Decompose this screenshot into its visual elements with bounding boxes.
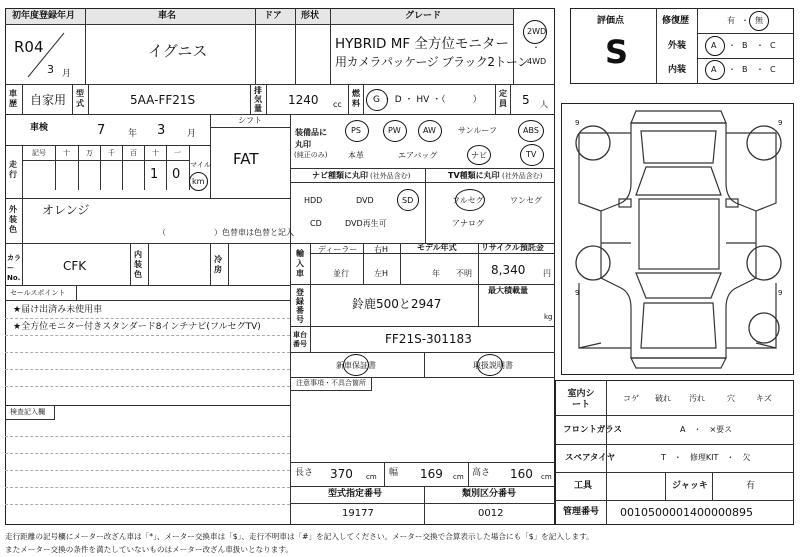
interior-sep1: ・ (728, 65, 736, 74)
model-code: 5AA-FF21S (130, 93, 196, 107)
equip-sunroof: サンルーフ (458, 126, 497, 135)
exterior-sep1: ・ (728, 41, 736, 50)
door-label: ドア (264, 11, 282, 21)
car-usage: 自家用 (30, 93, 67, 107)
class-number-value: 0012 (478, 508, 504, 519)
navi-dvd: DVD (356, 196, 374, 205)
model-year-unknown: 不明 (456, 269, 472, 278)
width-cm: cm (453, 473, 464, 481)
interior-a: A (711, 65, 717, 74)
width-label: 幅 (389, 468, 399, 478)
mileage-unit-mile: マイル (190, 161, 211, 169)
tv-analog: アナログ (452, 219, 484, 228)
management-value: 0010500001400000895 (620, 506, 753, 519)
equipment-label: 装備品に丸印 (295, 128, 327, 149)
mileage-col-ichi: 一 (174, 149, 181, 157)
equip-leather: 本革 (348, 151, 364, 160)
glass-label: フロントガラス (563, 425, 622, 435)
height-value: 160 (510, 467, 533, 481)
spare-label: スペアタイヤ (565, 453, 616, 463)
spare-options: T ・ 修理KIT ・ 欠 (661, 453, 751, 462)
shift-value: FAT (233, 150, 259, 168)
wheel-fr-label: 9 (778, 119, 783, 127)
inspection-label: 車検 (30, 123, 49, 133)
car-name: イグニス (148, 42, 208, 60)
mileage-col-man: 万 (86, 149, 93, 157)
equipment-sub: (純正のみ) (294, 151, 328, 159)
registration-value: 鈴鹿500と2947 (352, 297, 442, 311)
equip-navi: ナビ (471, 151, 487, 160)
recycle-value: 8,340 (491, 263, 526, 277)
seat-burn: コゲ (623, 394, 639, 403)
mileage-digit-hundreds: 1 (150, 167, 159, 182)
color-no-label: カラーNo. (7, 254, 21, 282)
first-reg-label: 初年度登録年月 (12, 11, 76, 21)
sales-point-2: ★全方位モニター付きスタンダード8インチナビ(フルセグTV) (13, 322, 261, 332)
shape-label: 形状 (301, 11, 320, 21)
footer-line2: またメーター交換の条件を満たしていないものはメーター改ざん車扱いとなります。 (5, 545, 293, 554)
car-usage-label: 車歴 (9, 89, 17, 108)
reg-month-unit: 月 (62, 69, 72, 79)
repair-sep: ・ (741, 16, 749, 25)
management-label: 管理番号 (563, 507, 600, 517)
exterior-b: B (742, 41, 748, 50)
color-note: （ ）色替車は色替と記入 (158, 228, 294, 237)
reg-month: 3 (47, 63, 54, 76)
fuel-label: 燃料 (352, 89, 360, 108)
cc-unit: cc (333, 100, 342, 109)
equip-airbag: エアバッグ (398, 151, 438, 160)
capacity: 5 (522, 93, 530, 107)
equip-ps: PS (351, 126, 361, 135)
navi-label: ナビ種類に丸印 (312, 171, 368, 180)
height-label: 高さ (472, 468, 491, 478)
seat-stain: 汚れ (689, 394, 705, 403)
import-left: 左H (374, 269, 389, 278)
length-value: 370 (330, 467, 353, 481)
inspector-label: 検査記入欄 (10, 408, 45, 416)
import-dealer: ディーラー (318, 245, 358, 254)
equip-pw: PW (388, 126, 401, 135)
interior-seat-label: 室内シート (567, 389, 595, 410)
displacement: 1240 (288, 93, 319, 107)
length-label: 長さ (295, 468, 314, 478)
tv-type-label: TV種類に丸印 (448, 171, 500, 180)
seat-hole: 穴 (727, 394, 735, 403)
jack-label: ジャッキ (672, 481, 708, 491)
reg-era: R04 (14, 38, 44, 56)
equip-tv: TV (526, 150, 537, 159)
navi-sd: SD (402, 196, 414, 205)
exterior-a: A (711, 41, 717, 50)
equip-abs: ABS (523, 126, 539, 135)
mileage-col-hyaku: 百 (130, 149, 137, 157)
sales-label: セールスポイント (10, 289, 66, 297)
equip-aw: AW (423, 126, 436, 135)
fuel-options: G ・ D ・ HV ・（ ） (373, 95, 482, 105)
score-label: 評価点 (597, 16, 625, 26)
wheel-rr-label: 9 (778, 289, 783, 297)
interior-label: 内装 (668, 65, 687, 75)
tv-oneseg: ワンセグ (510, 196, 542, 205)
width-value: 169 (420, 467, 443, 481)
interior-c: C (770, 65, 776, 74)
kg-unit: kg (544, 313, 553, 321)
tools-label: 工具 (574, 481, 593, 491)
import-label: 輸入車 (296, 249, 304, 278)
navi-dvd-play: DVD再生可 (345, 219, 387, 228)
car-name-label: 車名 (158, 11, 177, 21)
type-designation-value: 19177 (342, 508, 374, 519)
interior-color-label: 内装色 (134, 250, 142, 279)
model-year-label: モデル年式 (417, 243, 457, 252)
inspection-year-unit: 年 (128, 129, 138, 139)
warranty: 新車保証書 (336, 361, 376, 370)
grade-line2: 用カメラパッケージ ブラック2トーン (335, 55, 529, 69)
mileage-label: 走行 (9, 160, 17, 179)
color-label: 外装色 (9, 205, 17, 234)
navi-sub: (社外品含む) (370, 172, 411, 180)
inspection-month: 3 (157, 123, 166, 138)
disp-label: 排気量 (254, 86, 262, 113)
yen-unit: 円 (543, 269, 551, 278)
seat-tear: 破れ (655, 394, 671, 403)
repair-none: 無 (755, 16, 763, 25)
recycle-label: リサイクル預託金 (481, 243, 544, 252)
drive-2wd: 2WD (527, 27, 547, 36)
color-value: オレンジ (42, 203, 90, 217)
mileage-col-sen: 千 (108, 149, 115, 157)
footer-line1: 走行距離の記号欄にメーター改ざん車は「*」、メーター交換車は「$」、走行不明車は「#」を記入してください。メーター交換で合算表示した場合にも「$」を記入します。 (5, 532, 594, 541)
score-value: S (605, 33, 629, 71)
height-cm: cm (541, 473, 552, 481)
manual: 取扱説明書 (473, 361, 513, 370)
mileage-col-symbol: 記号 (32, 149, 46, 157)
sales-point-1: ★届け出済み未使用車 (13, 305, 103, 315)
seat-scratch: キズ (756, 394, 772, 403)
jack-value: 有 (746, 481, 756, 491)
tv-fullseg: フルセグ (452, 196, 484, 205)
class-number-label: 類別区分番号 (462, 489, 517, 499)
model-label: 型式 (76, 89, 84, 108)
car-diagram (561, 103, 794, 375)
type-designation-label: 型式指定番号 (328, 489, 383, 499)
person-unit: 人 (540, 100, 548, 109)
max-load-label: 最大積載量 (488, 286, 528, 295)
exterior-c: C (770, 41, 776, 50)
tv-type-sub: (社外品含む) (502, 172, 543, 180)
grade-label: グレード (405, 11, 442, 21)
color-no-value: CFK (63, 259, 87, 273)
registration-label: 登録番号 (296, 288, 304, 324)
import-right: 右H (374, 245, 389, 254)
mileage-digit-tens: 0 (172, 167, 181, 182)
mileage-col-ju: 十 (152, 149, 159, 157)
wheel-fl-label: 9 (575, 119, 580, 127)
interior-b: B (742, 65, 748, 74)
mileage-col-ten-thousand-10: 十 (63, 149, 70, 157)
import-parallel: 並行 (333, 269, 349, 278)
capacity-label: 定員 (499, 89, 507, 108)
chassis-label: 車台番号 (293, 331, 307, 348)
drive-4wd: 4WD (527, 57, 547, 66)
exterior-label: 外装 (668, 41, 687, 51)
wheel-rl-label: 9 (575, 289, 580, 297)
inspection-year: 7 (97, 123, 106, 138)
interior-sep2: ・ (756, 65, 764, 74)
grade-line1: HYBRID MF 全方位モニター (335, 36, 509, 52)
glass-options: A ・ ×要ス (680, 425, 733, 434)
notes-label: 注意事項・不具合箇所 (296, 379, 366, 387)
shift-label: シフト (238, 116, 262, 125)
chassis-value: FF21S-301183 (385, 332, 472, 346)
fridge-label: 冷房 (214, 255, 222, 274)
navi-hdd: HDD (304, 196, 323, 205)
repair-label: 修復歴 (662, 16, 690, 26)
inspection-month-unit: 月 (187, 129, 197, 139)
exterior-sep2: ・ (756, 41, 764, 50)
navi-cd: CD (310, 219, 322, 228)
model-year-unit: 年 (432, 269, 440, 278)
repair-yes: 有 (727, 16, 735, 25)
mileage-unit-km: km (192, 177, 205, 186)
drive-sep: ・ (532, 43, 540, 52)
length-cm: cm (366, 473, 377, 481)
